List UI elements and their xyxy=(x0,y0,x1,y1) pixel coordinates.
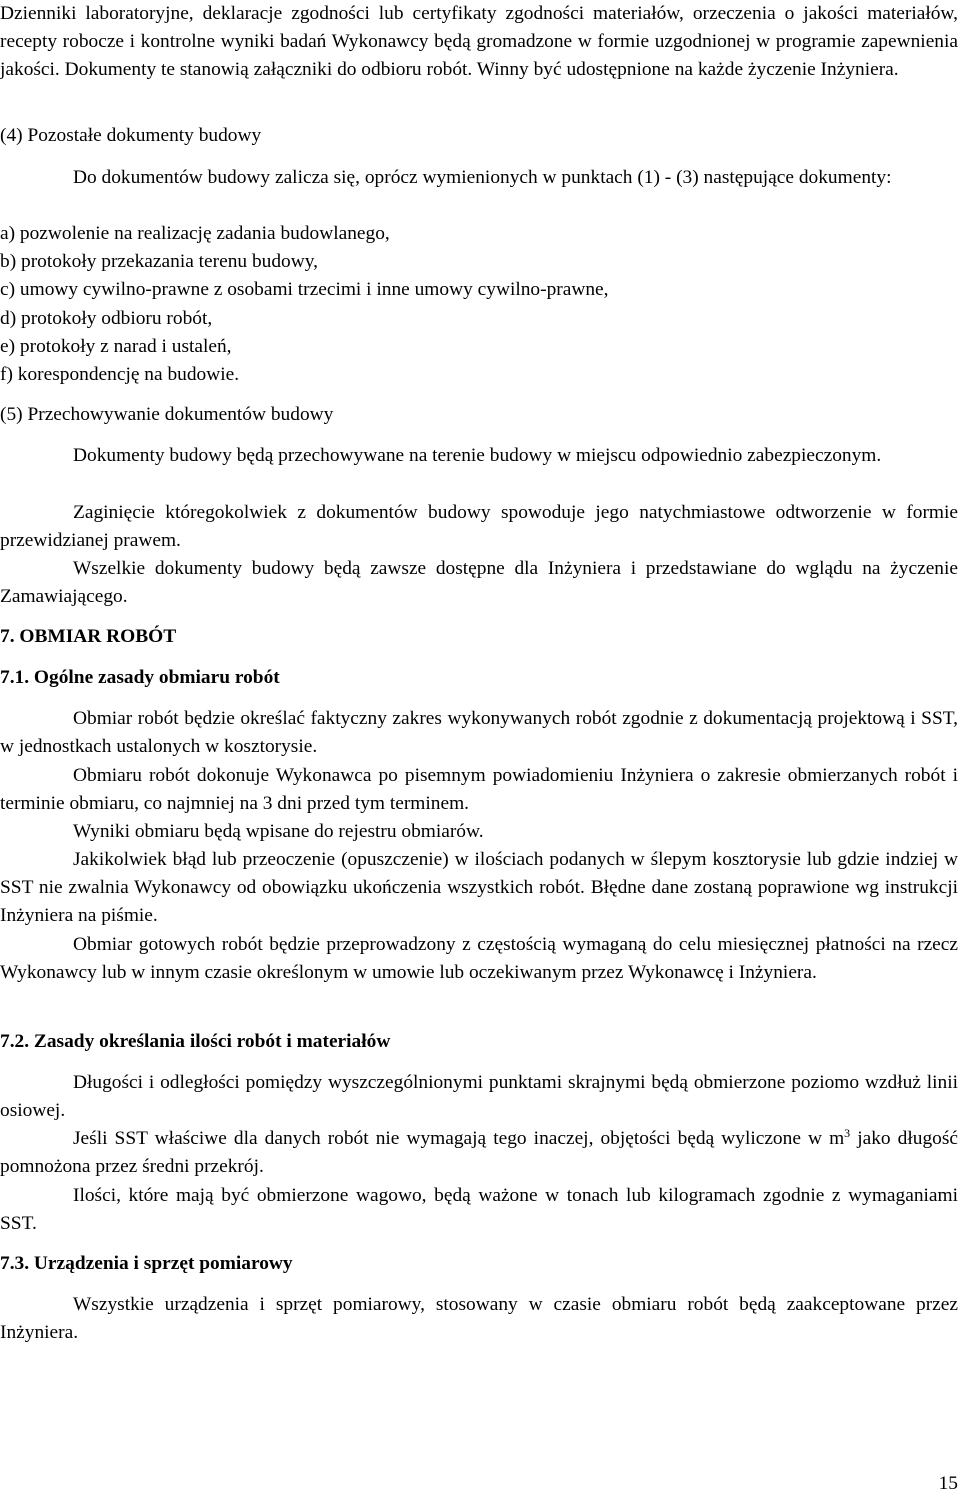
section-7-2-title: 7.2. Zasady określania ilości robót i materiałów xyxy=(0,1031,391,1052)
section-7-1-paragraph: Obmiar robót będzie określać faktyczny zakres wykonywanych robót zgodnie z dokumentacją projektową i SST, w jednostkach ustalonych w kosztorysie. xyxy=(0,708,958,758)
section-7-1-paragraph: Obmiaru robót dokonuje Wykonawca po pisemnym powiadomieniu Inżyniera o zakresie obmierzanych robót i terminie obmiaru, co najmniej na 3 dni przed tym terminem. xyxy=(0,765,958,815)
list-item: b) protokoły przekazania terenu budowy, xyxy=(0,251,319,272)
section-7-3-paragraph: Wszystkie urządzenia i sprzęt pomiarowy, stosowany w czasie obmiaru robót będą zaakceptowane przez Inżyniera. xyxy=(0,1294,958,1344)
list-item: d) protokoły odbioru robót, xyxy=(0,308,213,329)
section-7-1-title: 7.1. Ogólne zasady obmiaru robót xyxy=(0,667,280,688)
section-7-2-paragraph: Ilości, które mają być obmierzone wagowo, będą ważone w tonach lub kilogramach zgodnie z wymaganiami SST. xyxy=(0,1185,958,1235)
volume-text-end: jako długość pomnożona przez średni przekrój. xyxy=(0,1128,959,1178)
section-7-1-paragraph: Obmiar gotowych robót będzie przeprowadzony z częstością wymaganą do celu miesięcznej płatności na rzecz Wykonawcy lub w innym czasie określonym w umowie lub oczekiwanym przez Wykonawcę i Inżyniera. xyxy=(0,934,958,984)
section-7-3-title: 7.3. Urządzenia i sprzęt pomiarowy xyxy=(0,1253,293,1274)
list-item: e) protokoły z narad i ustaleń, xyxy=(0,336,232,357)
section-7-1-paragraph: Wyniki obmiaru będą wpisane do rejestru obmiarów. xyxy=(73,821,484,842)
list-item: f) korespondencję na budowie. xyxy=(0,364,240,385)
section-7-2-paragraph: Długości i odległości pomiędzy wyszczególnionymi punktami skrajnymi będą obmierzone poziomo wzdłuż linii osiowej. xyxy=(0,1072,958,1122)
volume-text: Jeśli SST właściwe dla danych robót nie wymagają tego inaczej, objętości będą wyliczone w m xyxy=(73,1128,845,1149)
section-4-lead: Do dokumentów budowy zalicza się, oprócz wymienionych w punktach (1) - (3) następujące dokumenty: xyxy=(73,167,892,188)
section-7-2-paragraph xyxy=(0,1125,958,1181)
superscript: 3 xyxy=(844,1126,851,1140)
section-7-1-paragraph: Jakikolwiek błąd lub przeoczenie (opuszczenie) w ilościach podanych w ślepym kosztorysie lub gdzie indziej w SST nie zwalnia Wykonawcy od obowiązku ukończenia wszystkich robót. Błędne dane zostaną poprawione wg instrukcji Inżyniera na piśmie. xyxy=(0,849,958,927)
section-5-title: (5) Przechowywanie dokumentów budowy xyxy=(0,404,334,425)
page-number: 15 xyxy=(938,1473,958,1494)
section-5-paragraph: Zaginięcie któregokolwiek z dokumentów budowy spowoduje jego natychmiastowe odtworzenie w formie przewidzianej prawem. xyxy=(0,502,958,552)
chapter-7-title: 7. OBMIAR ROBÓT xyxy=(0,626,177,647)
list-item: a) pozwolenie na realizację zadania budowlanego, xyxy=(0,223,390,244)
section-5-paragraph: Dokumenty budowy będą przechowywane na terenie budowy w miejscu odpowiednio zabezpieczonym. xyxy=(73,445,882,466)
list-item: c) umowy cywilno-prawne z osobami trzecimi i inne umowy cywilno-prawne, xyxy=(0,279,609,300)
section-4-title: (4) Pozostałe dokumenty budowy xyxy=(0,125,262,146)
intro-paragraph: Dzienniki laboratoryjne, deklaracje zgodności lub certyfikaty zgodności materiałów, orzeczenia o jakości materiałów, recepty robocze i kontrolne wyniki badań Wykonawcy będą gromadzone w formie uzgodnionej w programie zapewnienia jakości. Dokumenty te stanowią załączniki do odbioru robót. Winny być udostępnione na każde życzenie Inżyniera. xyxy=(0,3,958,81)
section-5-paragraph: Wszelkie dokumenty budowy będą zawsze dostępne dla Inżyniera i przedstawiane do wglądu na życzenie Zamawiającego. xyxy=(0,558,958,608)
